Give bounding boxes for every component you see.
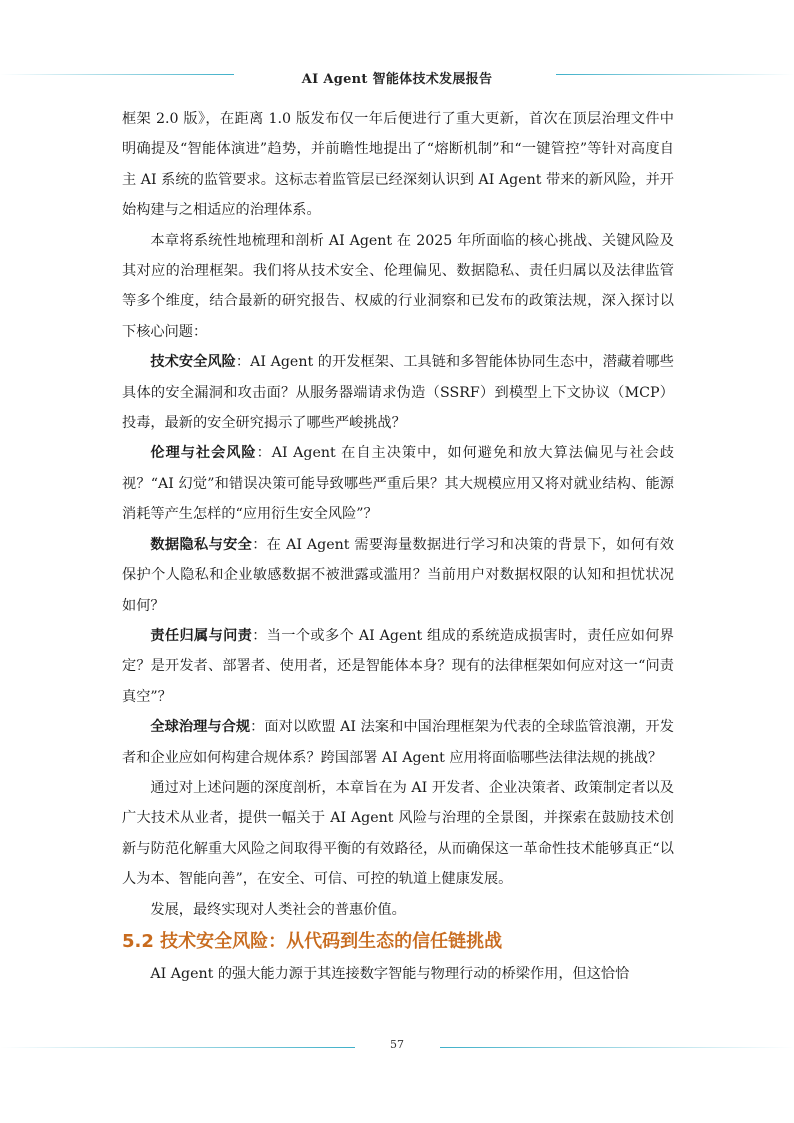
question-text: ：AI Agent 在自主决策中，如何避免和放大算法偏见与社会歧视？“AI 幻觉”和错误决策可能导致哪些严重后果？其大规模应用又将对就业结构、能源消耗等产生怎样的“应用衍生安全风险”？ — [122, 445, 674, 523]
report-header-title: AI Agent 智能体技术发展报告 — [301, 72, 493, 87]
question-accountability — [122, 621, 674, 712]
question-global-governance — [122, 712, 674, 773]
question-lead: 责任归属与问责 — [150, 627, 253, 644]
question-text: ：当一个或多个 AI Agent 组成的系统造成损害时，责任应如何界定？是开发者、部署者、使用者，还是智能体本身？现有的法律框架如何应对这一“问责真空”？ — [122, 627, 674, 705]
question-lead: 技术安全风险 — [150, 354, 236, 371]
question-technical-security — [122, 347, 674, 438]
paragraph-closing: 发展，最终实现对人类社会的普惠价值。 — [150, 901, 406, 918]
page-body — [122, 104, 674, 989]
question-text: ：在 AI Agent 需要海量数据进行学习和决策的背景下，如何有效保护个人隐私和企业敏感数据不被泄露或滥用？当前用户对数据权限的认知和担忧状况如何？ — [122, 536, 674, 614]
question-ethics-society — [122, 438, 674, 529]
question-text: ：面对以欧盟 AI 法案和中国治理框架为代表的全球监管浪潮，开发者和企业应如何构建合规体系？跨国部署 AI Agent 应用将面临哪些法律法规的挑战？ — [122, 719, 674, 766]
question-lead: 全球治理与合规 — [150, 719, 251, 736]
page-number: 57 — [390, 1038, 404, 1051]
paragraph-chapter-intro: 本章将系统性地梳理和剖析 AI Agent 在 2025 年所面临的核心挑战、关键风险及其对应的治理框架。我们将从技术安全、伦理偏见、数据隐私、责任归属以及法律监管等多个维度，结合最新的研究报告、权威的行业洞察和已发布的政策法规，深入探讨以下核心问题： — [122, 232, 674, 340]
paragraph-section-start: AI Agent 的强大能力源于其连接数字智能与物理行动的桥梁作用，但这恰恰 — [150, 965, 630, 982]
question-lead: 数据隐私与安全 — [150, 536, 253, 553]
question-text: ：AI Agent 的开发框架、工具链和多智能体协同生态中，潜藏着哪些具体的安全漏洞和攻击面？从服务器端请求伪造（SSRF）到模型上下文协议（MCP）投毒，最新的安全研究揭示了哪些严峻挑战？ — [122, 354, 674, 432]
section-heading: 5.2 技术安全风险：从代码到生态的信任链挑战 — [122, 930, 503, 952]
paragraph-chapter-goal: 通过对上述问题的深度剖析，本章旨在为 AI 开发者、企业决策者、政策制定者以及广大技术从业者，提供一幅关于 AI Agent 风险与治理的全景图，并探索在鼓励技术创新与防范化解重大风险之间取得平衡的有效路径，从而确保这一革命性技术能够真正“以人为本、智能向善”，在安全、可信、可控的轨道上健康发展。 — [122, 779, 674, 888]
paragraph-continuation: 框架 2.0 版》，在距离 1.0 版发布仅一年后便进行了重大更新，首次在顶层治理文件中明确提及“智能体演进”趋势，并前瞻性地提出了“熔断机制”和“一键管控”等针对高度自主 AI 系统的监管要求。这标志着监管层已经深刻认识到 AI Agent 带来的新风险，并开始构建与之相适应的治理体系。 — [122, 111, 674, 219]
question-lead: 伦理与社会风险 — [150, 445, 257, 462]
question-data-privacy — [122, 530, 674, 621]
